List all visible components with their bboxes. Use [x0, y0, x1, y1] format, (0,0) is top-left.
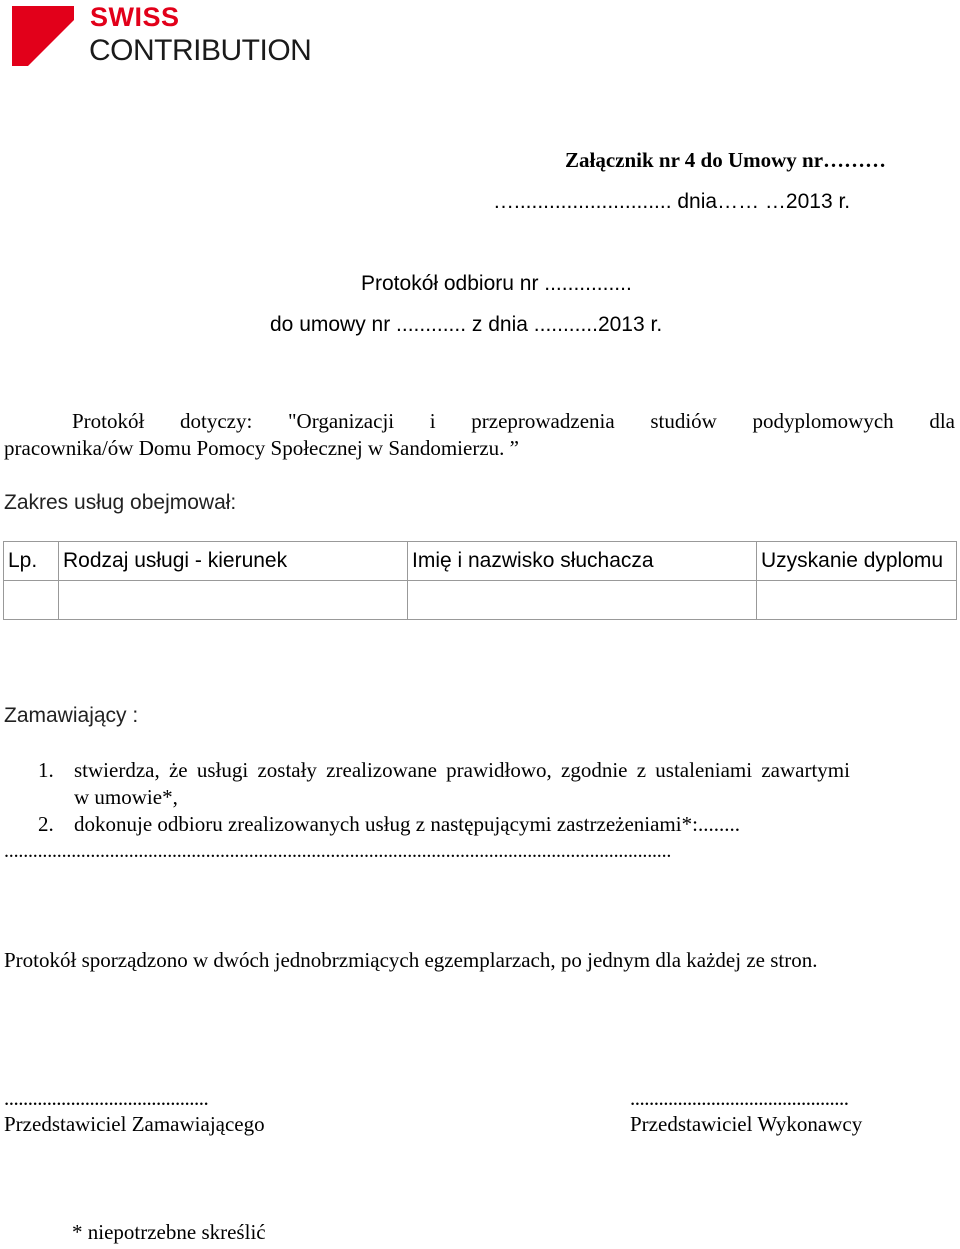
- header-cell-lp: Lp.: [4, 542, 59, 581]
- right-signature-label: Przedstawiciel Wykonawcy: [630, 1112, 863, 1136]
- date-line: …........................... dnia…… …2013 r.: [493, 190, 851, 213]
- subject-word: dla: [929, 409, 955, 433]
- orderer-label: Zamawiający :: [4, 704, 139, 727]
- subject-line-2: pracownika/ów Domu Pomocy Społecznej w Sandomierzu. ”: [4, 436, 519, 460]
- logo-flag-icon: [12, 6, 74, 66]
- table-cell[interactable]: [757, 581, 957, 620]
- services-table: [3, 541, 957, 620]
- left-signature-line: ...........................................: [4, 1086, 209, 1110]
- statement-1-line-2: w umowie*,: [74, 785, 178, 809]
- statement-1-text: stwierdza, że usługi zostały zrealizowane prawidłowo, zgodnie z ustaleniami zawartymi: [74, 758, 850, 782]
- logo-text-contribution: CONTRIBUTION: [89, 34, 312, 67]
- footnote: * niepotrzebne skreślić: [72, 1220, 266, 1244]
- header-cell-service: Rodzaj usługi - kierunek: [59, 542, 408, 581]
- statement-1-line-1: [74, 758, 952, 783]
- left-signature-label: Przedstawiciel Zamawiającego: [4, 1112, 265, 1136]
- subject-word: dotyczy:: [180, 409, 253, 433]
- subject-word: i: [429, 409, 436, 433]
- logo-text-swiss: SWISS: [90, 2, 180, 32]
- subject-word: "Organizacji: [287, 409, 395, 433]
- swiss-contribution-logo: [12, 2, 332, 70]
- closing-statement: Protokół sporządzono w dwóch jednobrzmiących egzemplarzach, po jednym dla każdej ze stron.: [4, 948, 818, 972]
- protocol-title: Protokół odbioru nr ...............: [361, 272, 632, 295]
- table-header-row: [4, 542, 957, 581]
- table-cell[interactable]: [408, 581, 757, 620]
- subject-line-1: [4, 409, 955, 434]
- table-cell[interactable]: [59, 581, 408, 620]
- header-cell-diploma: Uzyskanie dyplomu: [757, 542, 957, 581]
- statement-2-line-2: ...........................................................................................................................................: [4, 840, 672, 862]
- subject-word: Protokół: [72, 409, 145, 433]
- subject-word: studiów: [650, 409, 717, 433]
- table-row: [4, 581, 957, 620]
- subject-word: podyplomowych: [752, 409, 894, 433]
- scope-label: Zakres usług obejmował:: [4, 491, 237, 514]
- statement-2-number: 2.: [38, 812, 54, 836]
- contract-line: do umowy nr ............ z dnia ...........2013 r.: [270, 313, 663, 336]
- right-signature-line: ..............................................: [630, 1086, 849, 1110]
- attachment-title: Załącznik nr 4 do Umowy nr………: [565, 148, 887, 172]
- header-cell-student: Imię i nazwisko słuchacza: [408, 542, 757, 581]
- table-cell[interactable]: [4, 581, 59, 620]
- statement-2-line-1: dokonuje odbioru zrealizowanych usług z następującymi zastrzeżeniami*:........: [74, 812, 740, 836]
- subject-word: przeprowadzenia: [471, 409, 615, 433]
- statement-1-number: 1.: [38, 758, 54, 782]
